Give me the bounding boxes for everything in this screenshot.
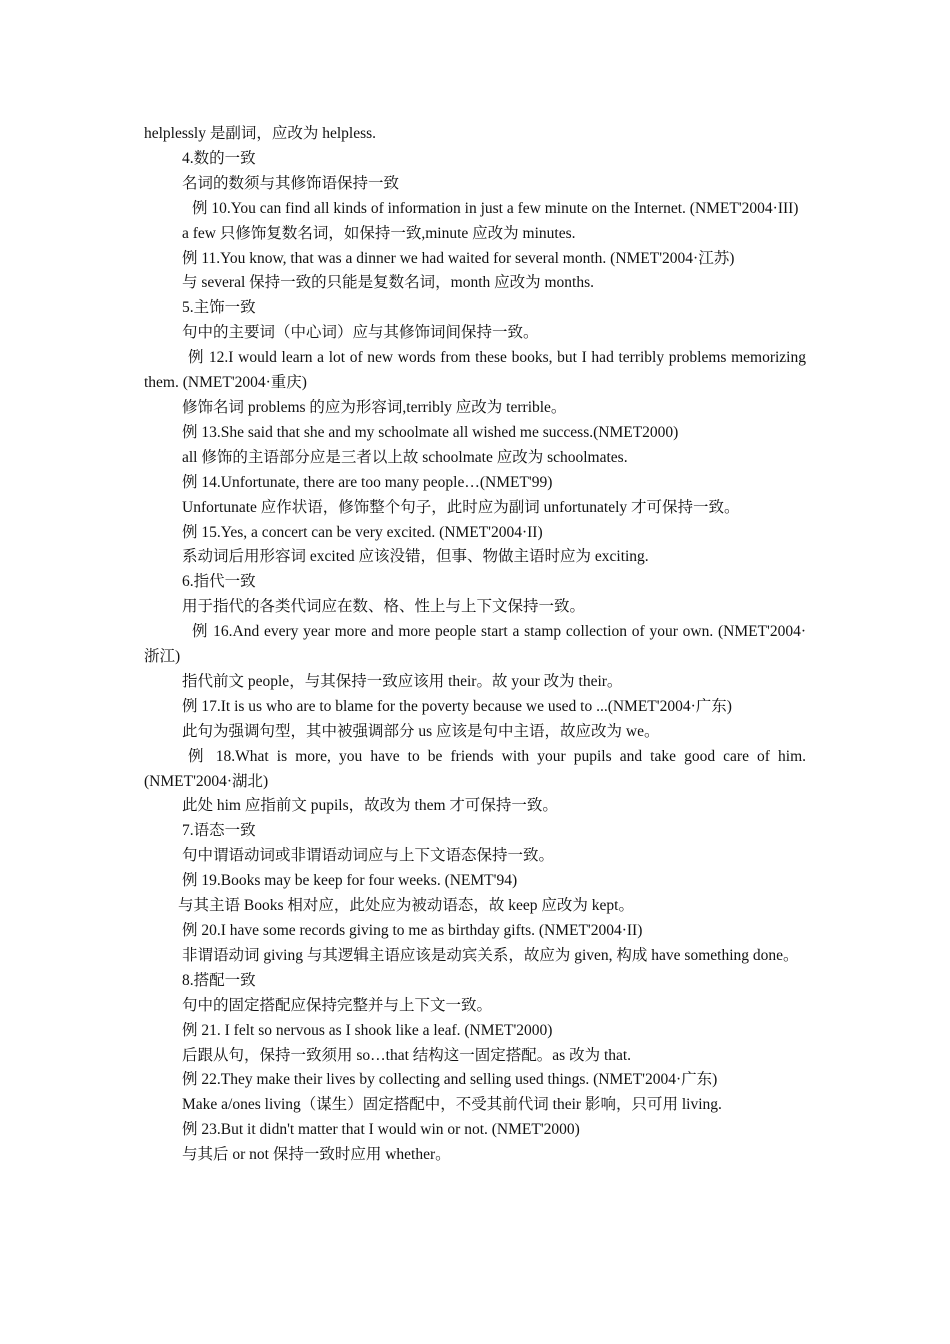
text-line: 与 several 保持一致的只能是复数名词，month 应改为 months. — [182, 274, 595, 292]
text-line: 此处 him 应指前文 pupils，故改为 them 才可保持一致。 — [182, 797, 558, 815]
text-line: 此句为强调句型，其中被强调部分 us 应该是句中主语，故应改为 we。 — [182, 722, 660, 740]
example-line: 例 10.You can find all kinds of information in just a few minute on the Internet. (NMET'2004·III) — [192, 199, 799, 217]
example-line: 例 16.And every year more and more people start a stamp collection of your own. (NMET'2004·浙江) — [144, 623, 806, 666]
text-line: 修饰名词 problems 的应为形容词,terribly 应改为 terrible。 — [182, 398, 567, 416]
example-line: 例 18.What is more, you have to be friends with your pupils and take good care of him. (NMET'2004·湖北) — [144, 747, 806, 790]
example-line: 例 20.I have some records giving to me as birthday gifts. (NMET'2004·II) — [182, 922, 643, 939]
section-heading: 6.指代一致 — [182, 573, 256, 591]
text-line: 句中的固定搭配应保持完整并与上下文一致。 — [182, 996, 493, 1014]
text-line: 与其主语 Books 相对应，此处应为被动语态，故 keep 应改为 kept。 — [178, 897, 634, 915]
text-line: 非谓语动词 giving 与其逻辑主语应该是动宾关系，故应为 given, 构成 have something done。 — [182, 946, 799, 964]
section-heading: 4.数的一致 — [182, 149, 256, 167]
text-line: Make a/ones living（谋生）固定搭配中，不受其前代词 their 影响，只可用 living. — [182, 1096, 722, 1114]
text-line: 后跟从句，保持一致须用 so…that 结构这一固定搭配。as 改为 that. — [182, 1046, 632, 1064]
example-line: 例 12.I would learn a lot of new words from these books, but I had terribly problems memorizing them. (NMET'2004·重庆) — [144, 349, 806, 392]
text-line: helplessly 是副词，应改为 helpless. — [144, 125, 377, 142]
text-line: 句中谓语动词或非谓语动词应与上下文语态保持一致。 — [182, 847, 555, 865]
text-line: Unfortunate 应作状语，修饰整个句子，此时应为副词 unfortunately 才可保持一致。 — [182, 498, 740, 516]
example-line: 例 21. I felt so nervous as I shook like a leaf. (NMET'2000) — [182, 1021, 553, 1039]
section-heading: 8.搭配一致 — [182, 971, 256, 989]
example-line: 例 22.They make their lives by collecting and selling used things. (NMET'2004·广东) — [182, 1071, 718, 1089]
section-heading: 5.主饰一致 — [182, 299, 256, 317]
example-line: 例 17.It is us who are to blame for the poverty because we used to ...(NMET'2004·广东) — [182, 697, 732, 715]
example-line: 例 11.You know, that was a dinner we had waited for several month. (NMET'2004·江苏) — [182, 249, 735, 267]
document-body — [144, 122, 806, 1168]
text-line: 指代前文 people，与其保持一致应该用 their。故 your 改为 their。 — [182, 672, 623, 690]
section-heading: 7.语态一致 — [182, 822, 256, 840]
example-line: 例 15.Yes, a concert can be very excited. (NMET'2004·II) — [182, 523, 543, 541]
text-line: 句中的主要词（中心词）应与其修饰词间保持一致。 — [182, 324, 539, 342]
example-line: 例 14.Unfortunate, there are too many people…(NMET'99) — [182, 473, 553, 491]
text-line: 系动词后用形容词 excited 应该没错，但事、物做主语时应为 exciting. — [182, 548, 649, 566]
text-line: 用于指代的各类代词应在数、格、性上与上下文保持一致。 — [182, 598, 586, 616]
text-line: 名词的数须与其修饰语保持一致 — [182, 174, 400, 192]
text-line: all 修饰的主语部分应是三者以上故 schoolmate 应改为 schoolmates. — [182, 448, 628, 466]
example-line: 例 13.She said that she and my schoolmate all wished me success.(NMET2000) — [182, 423, 679, 441]
example-line: 例 19.Books may be keep for four weeks. (NEMT'94) — [182, 872, 518, 890]
text-line: 与其后 or not 保持一致时应用 whether。 — [182, 1146, 451, 1164]
text-line: a few 只修饰复数名词，如保持一致,minute 应改为 minutes. — [182, 224, 576, 242]
example-line: 例 23.But it didn't matter that I would win or not. (NMET'2000) — [182, 1121, 580, 1139]
